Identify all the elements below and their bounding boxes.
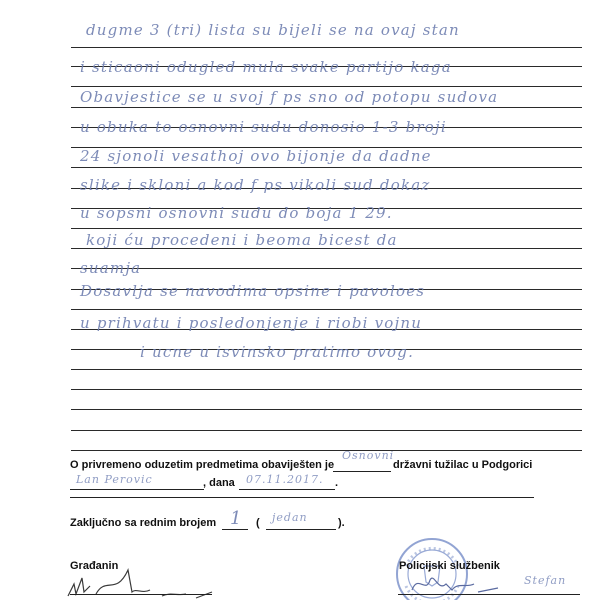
closing-number: 1 (230, 508, 243, 529)
handwritten-line: suamja (80, 259, 142, 277)
ruled-line (71, 167, 582, 168)
handwritten-line: i sticaoni odugled mula svake partijo kaga (80, 58, 452, 76)
handwritten-line: u sopsni osnovni sudu do boja 1 29. (80, 204, 393, 222)
officer-handwritten: Stefan (524, 574, 567, 587)
handwritten-line: Obavjestice se u svoj f ps sno od potopu sudova (80, 88, 499, 106)
name-underline (70, 489, 204, 490)
statement-prefix: O privremeno oduzetim predmetima obaviješten je (70, 459, 335, 471)
handwritten-line: Dosavlja se navodima opsine i pavoloes (80, 282, 426, 300)
handwritten-line: u prihvatu i posledonjenje i riobi vojnu (80, 314, 423, 332)
citizen-signature-line (70, 594, 212, 595)
ruled-line (71, 86, 582, 87)
officer-signature-line (398, 594, 580, 595)
ruled-line (71, 228, 582, 229)
handwritten-line: dugme 3 (tri) lista su bijeli se na ovaj stan (86, 21, 460, 39)
number-underline (222, 529, 248, 530)
ruled-line (71, 47, 582, 48)
ruled-line (71, 450, 582, 451)
ruled-line (71, 107, 582, 108)
handwritten-name: Lan Perovic (76, 473, 153, 486)
handwritten-line: koji ću procedeni i beoma bicest da (86, 231, 398, 249)
handwritten-line: u obuka to osnovni sudu donosio 1-3 broji (80, 118, 447, 136)
ruled-line (71, 409, 582, 410)
ruled-line (71, 268, 582, 269)
handwritten-line: slike i skloni a kod f ps vikoli sud dokaz (80, 176, 431, 194)
close-paren: ). (338, 517, 345, 529)
closing-label: Zaključno sa rednim brojem (70, 517, 217, 529)
blank-underline (70, 497, 534, 498)
statement-suffix: državni tužilac u Podgorici (393, 459, 533, 471)
citizen-label: Građanin (70, 560, 119, 572)
closing-number-words: jedan (272, 511, 308, 524)
handwritten-date: 07.11.2017. (246, 473, 324, 486)
officer-signature (408, 570, 508, 596)
date-underline (239, 489, 335, 490)
ruled-line (71, 369, 582, 370)
words-underline (266, 529, 336, 530)
open-paren: ( (256, 517, 260, 529)
ruled-line (71, 389, 582, 390)
handwritten-line: i ucne u isvinsko pratimo ovog. (140, 343, 415, 361)
handwritten-line: 24 sjonoli vesathoj ovo bijonje da dadne (80, 147, 432, 165)
end-dot: . (335, 477, 339, 489)
officer-label: Policijski službenik (399, 560, 500, 572)
handwritten-fill: Osnovni (342, 449, 395, 462)
ruled-line (71, 309, 582, 310)
fill-underline (333, 471, 391, 472)
ruled-line (71, 430, 582, 431)
dana-label: , dana (203, 477, 235, 489)
